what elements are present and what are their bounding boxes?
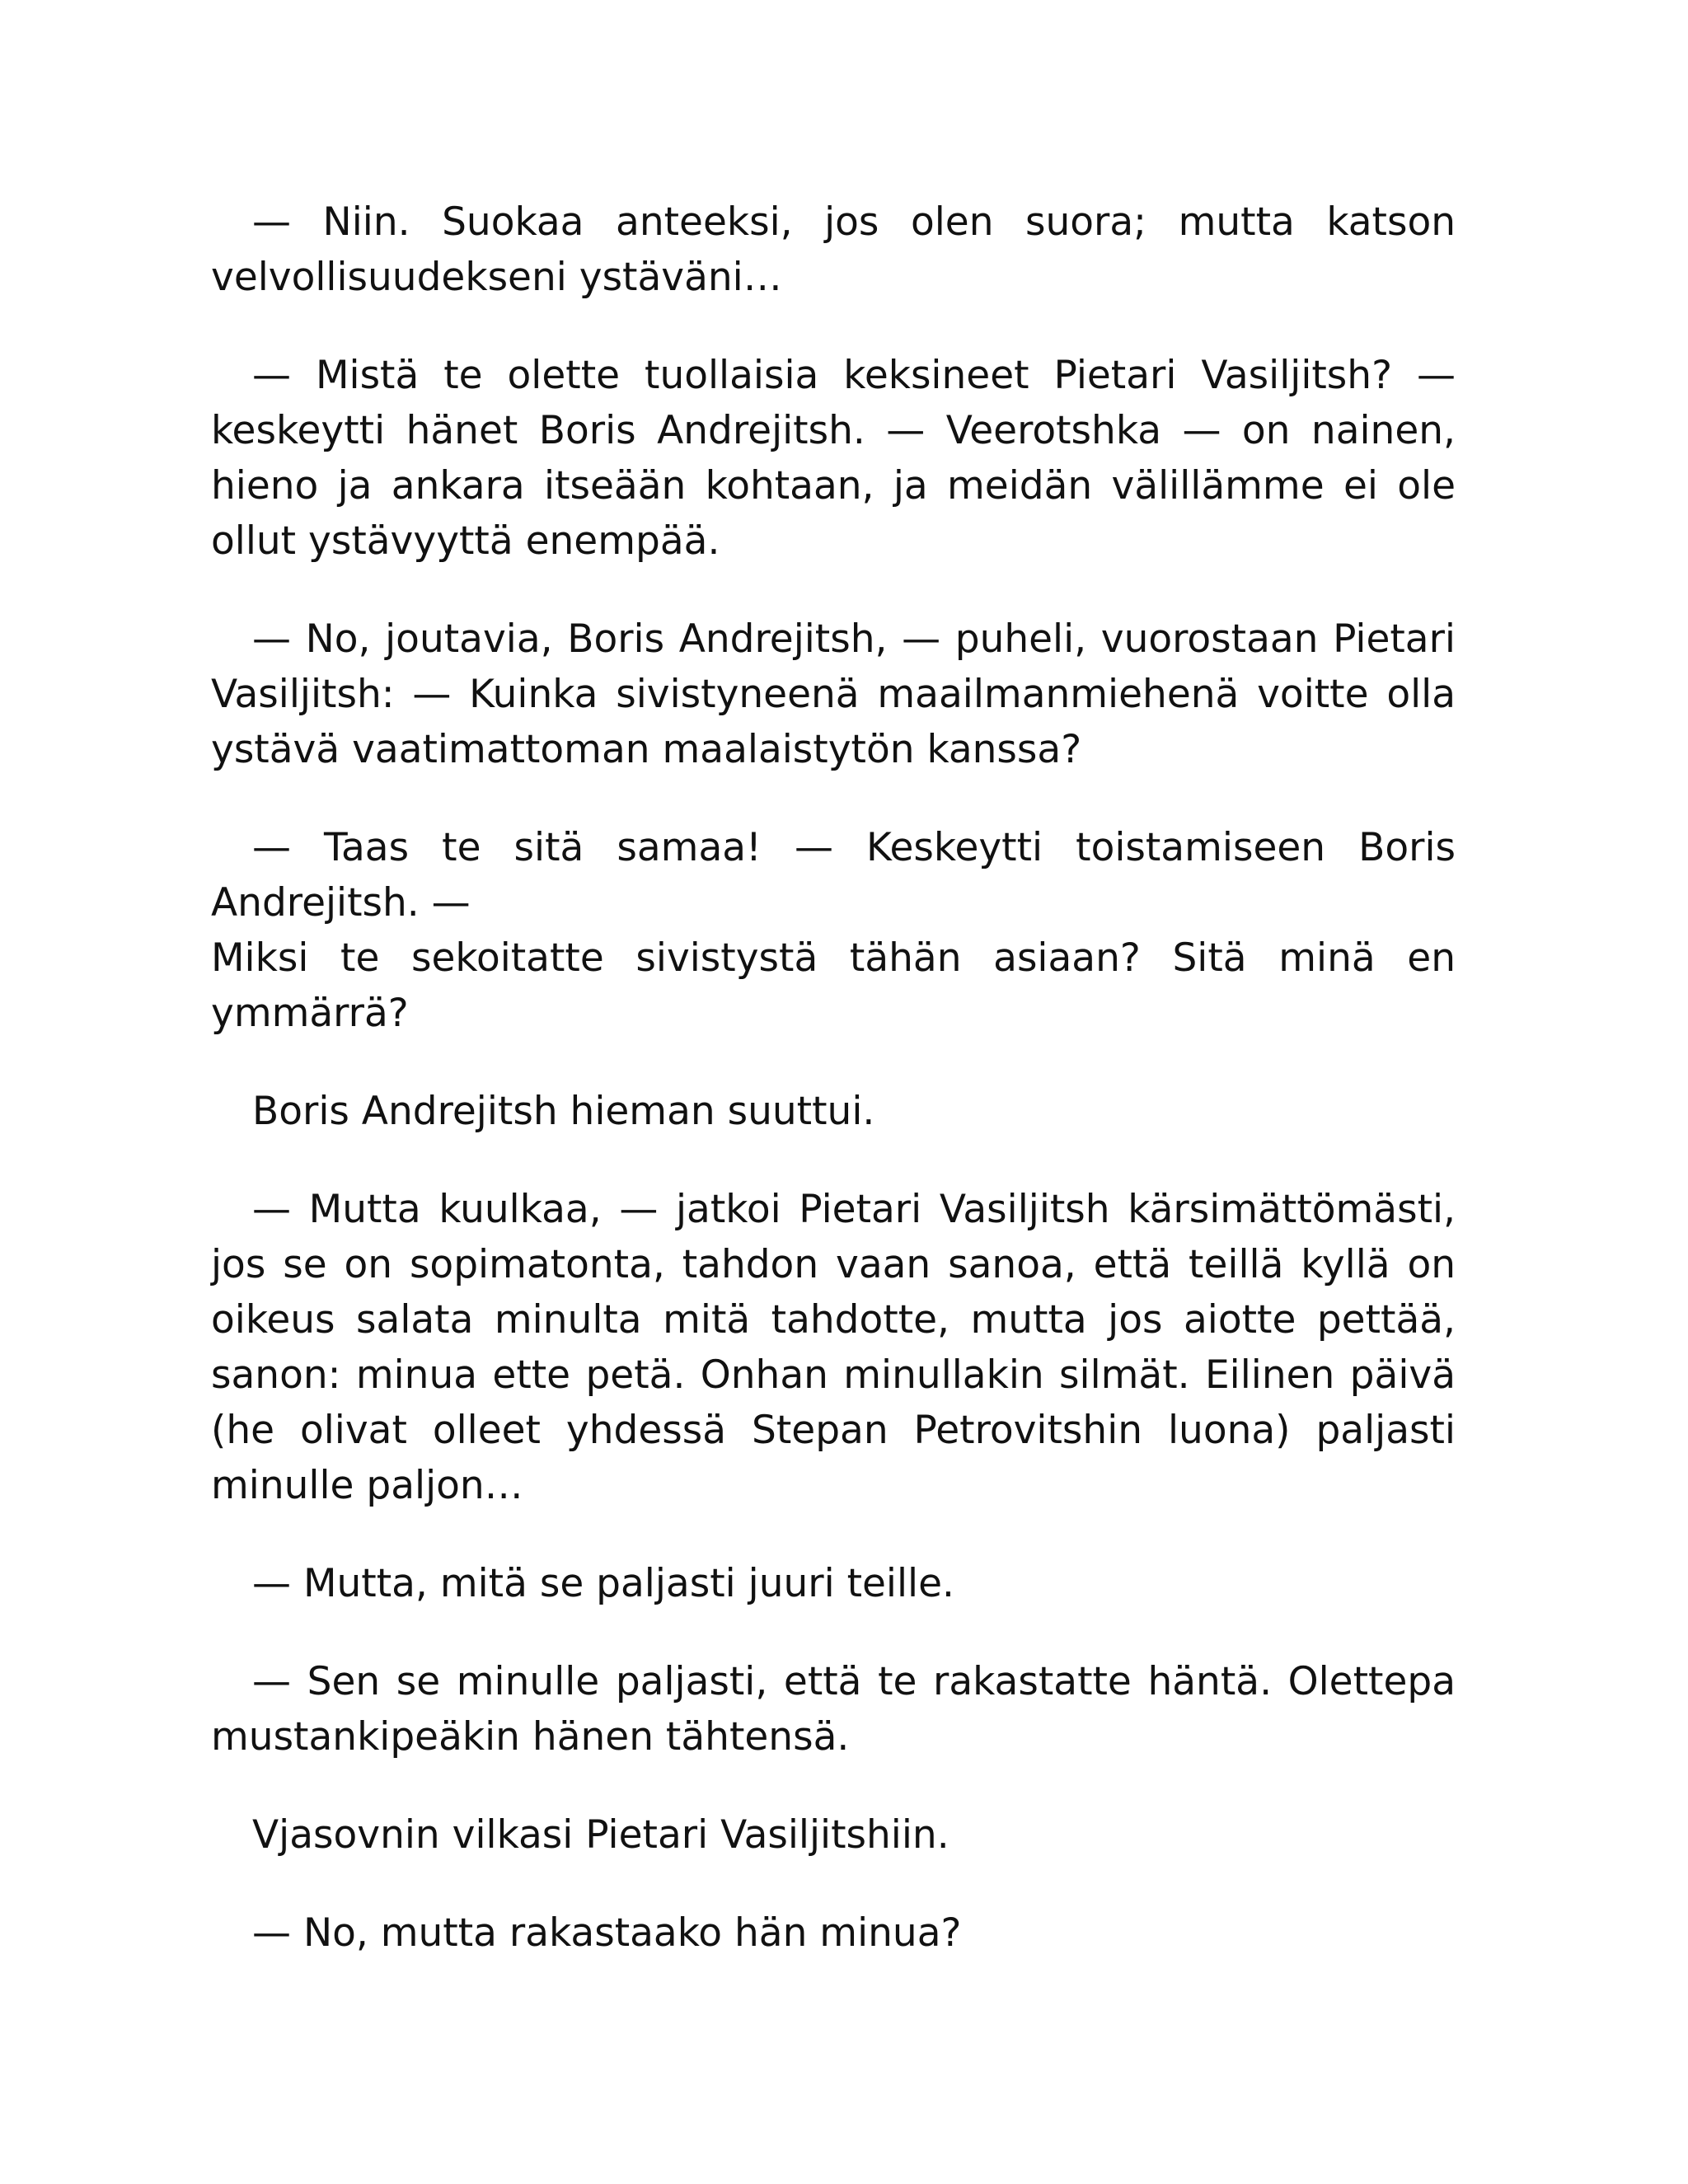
paragraph-2: — Mistä te olette tuollaisia keksineet Pietari Vasiljitsh? — keskeytti hänet Boris Andrejitsh. — Veerotshka — on nainen, hieno ja ankara itseään kohtaan, ja meidän välillämme ei ole ollut ystävyyttä enempää.: [211, 353, 1456, 564]
paragraph-8: — Sen se minulle paljasti, että te rakastatte häntä. Olettepa mustankipeäkin hänen tähtensä.: [211, 1659, 1456, 1760]
paragraph-3: — No, joutavia, Boris Andrejitsh, — puheli, vuorostaan Pietari Vasiljitsh: — Kuinka sivistyneenä maailmanmiehenä voitte olla ystävä vaatimattoman maalaistytön kanssa?: [211, 616, 1456, 772]
paragraph-5: Boris Andrejitsh hieman suuttui.: [252, 1089, 875, 1134]
paragraph-4: [211, 820, 1456, 930]
paragraph-1: — Niin. Suokaa anteeksi, jos olen suora; mutta katson velvollisuudekseni ystäväni…: [211, 199, 1456, 300]
paragraph-9: Vjasovnin vilkasi Pietari Vasiljitshiin.: [252, 1812, 950, 1858]
paragraph-6: — Mutta kuulkaa, — jatkoi Pietari Vasiljitsh kärsimättömästi, jos se on sopimatonta, tahdon vaan sanoa, että teillä kyllä on oikeus salata minulta mitä tahdotte, mutta jos aiotte pettää, sanon: minua ette petä. Onhan minullakin silmät. Eilinen päivä (he olivat olleet yhdessä Stepan Petrovitshin luona) paljasti minulle paljon…: [211, 1187, 1456, 1508]
paragraph-4-line-1: — Taas te sitä samaa! — Keskeytti toistamiseen Boris Andrejitsh. —: [211, 825, 1456, 926]
paragraph-7: — Mutta, mitä se paljasti juuri teille.: [252, 1561, 954, 1606]
document-page: [211, 194, 1456, 2004]
paragraph-4-continuation: Miksi te sekoitatte sivistystä tähän asiaan? Sitä minä en ymmärrä?: [211, 935, 1456, 1036]
paragraph-10: — No, mutta rakastaako hän minua?: [252, 1910, 962, 1956]
